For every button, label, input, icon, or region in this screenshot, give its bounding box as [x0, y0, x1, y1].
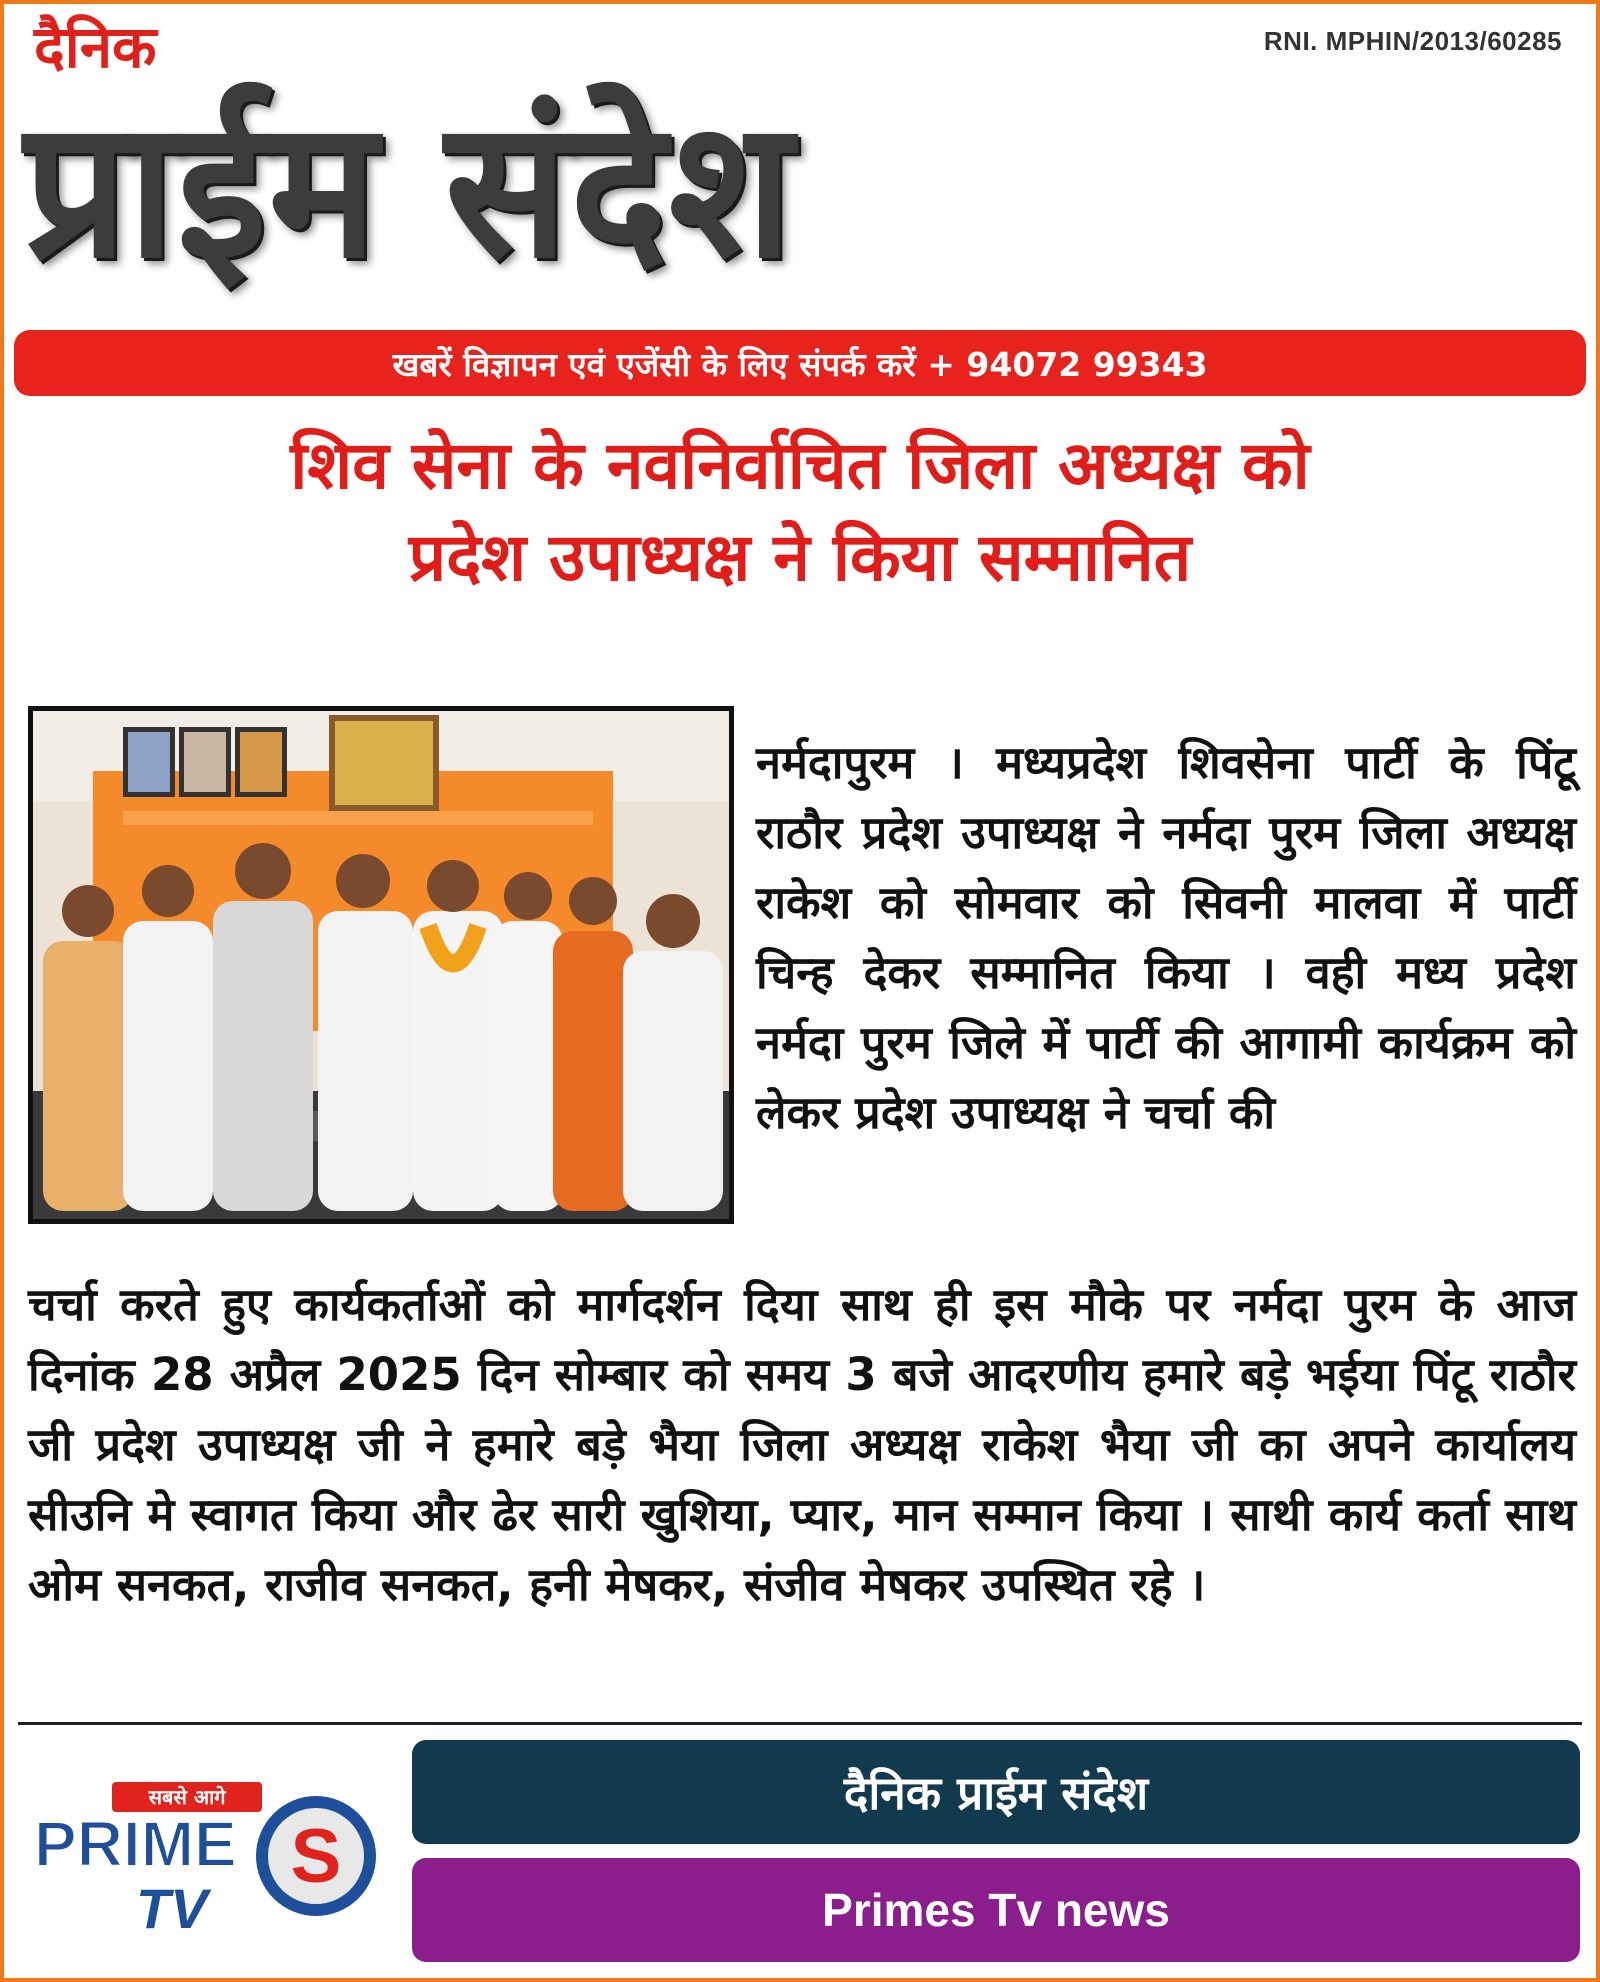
- prime-tv-logo: [26, 1778, 386, 1938]
- article-body-full: चर्चा करते हुए कार्यकर्ताओं को मार्गदर्शन दिया साथ ही इस मौके पर नर्मदा पुरम के आज दिनांक 28 अप्रैल 2025 दिन सोम्बार को समय 3 बजे आदरणीय हमारे बड़े भईया पिंटू राठौर जी प्रदेश उपाध्यक्ष जी ने हमारे बड़े भैया जिला अध्यक्ष राकेश भैया जी का अपने कार्यालय सीउनि मे स्वागत किया और ढेर सारी खुशिया, प्यार, मान सम्मान किया । साथी कार्य कर्ता साथ ओम सनकत, राजीव सनकत, हनी मेषकर, संजीव मेषकर उपस्थित रहे ।: [28, 1278, 1576, 1611]
- logo-tagline: सबसे आगे: [148, 1785, 226, 1809]
- masthead-title: प्राईम संदेश: [24, 79, 795, 300]
- contact-bar: खबरें विज्ञापन एवं एजेंसी के लिए संपर्क करें + 94072 99343: [14, 330, 1586, 396]
- headline-line-1: शिव सेना के नवनिर्वाचित जिला अध्यक्ष को: [290, 427, 1310, 504]
- headline: [20, 420, 1580, 604]
- logo-s-text: S: [290, 1814, 342, 1899]
- dainik-prime-sandesh-button[interactable]: दैनिक प्राईम संदेश: [412, 1740, 1580, 1844]
- headline-line-2: प्रदेश उपाध्यक्ष ने किया सम्मानित: [408, 519, 1192, 596]
- prime-tv-logo-graphic: [26, 1778, 386, 1938]
- group-photo-illustration: [33, 711, 729, 1219]
- footer-divider: [18, 1722, 1582, 1725]
- masthead-dainik: दैनिक: [34, 13, 157, 81]
- rni-number: RNI. MPHIN/2013/60285: [1263, 26, 1562, 56]
- primes-tv-news-button[interactable]: Primes Tv news: [412, 1858, 1580, 1962]
- logo-prime-text: PRIME: [34, 1808, 237, 1880]
- news-photo: [28, 706, 734, 1224]
- logo-tv-text: TV: [136, 1877, 208, 1938]
- article-body-float: नर्मदापुरम । मध्यप्रदेश शिवसेना पार्टी के पिंटू राठौर प्रदेश उपाध्यक्ष ने नर्मदा पुरम जिला अध्यक्ष राकेश को सोमवार को सिवनी मालवा में पार्टी चिन्ह देकर सम्मानित किया । वही मध्य प्रदेश नर्मदा पुरम जिले में पार्टी की आगामी कार्यक्रम को लेकर प्रदेश उपाध्यक्ष ने चर्चा की: [756, 736, 1576, 1139]
